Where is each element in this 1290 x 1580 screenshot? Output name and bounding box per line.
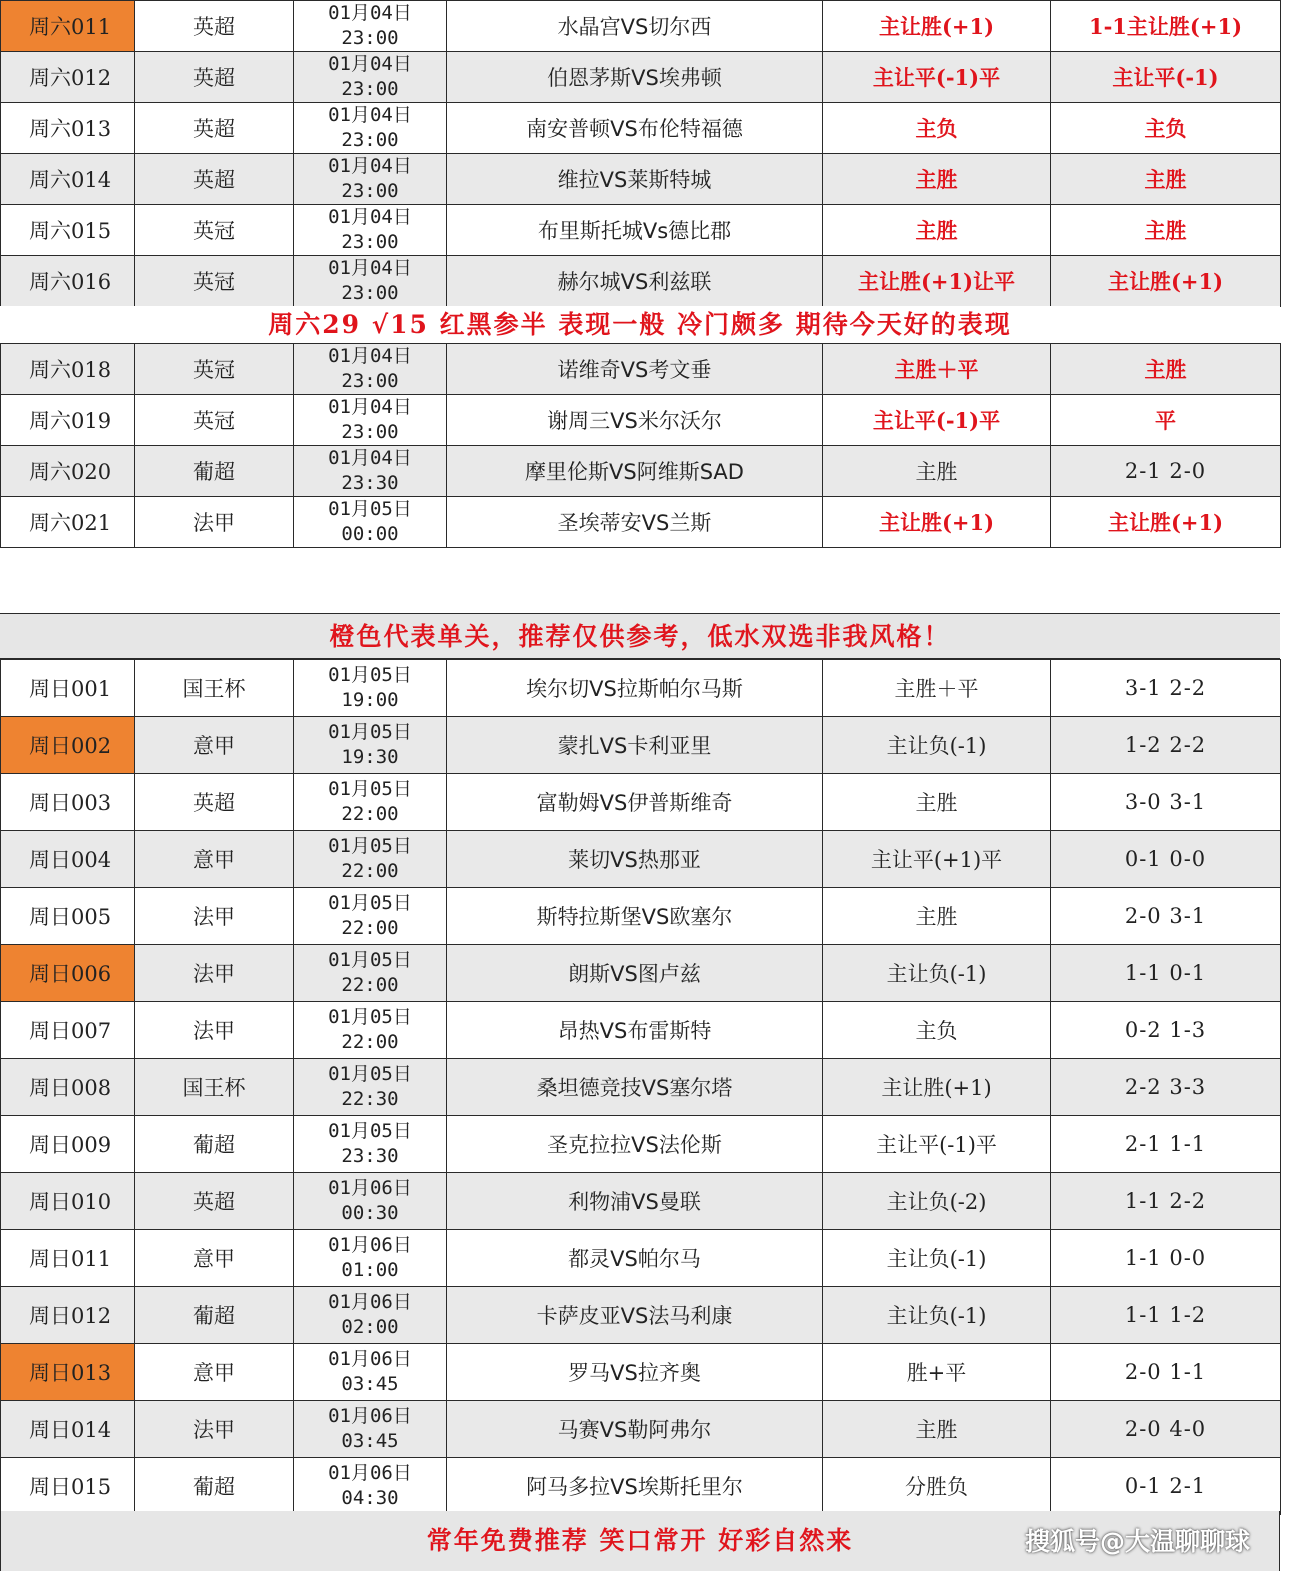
result: 主胜: [1051, 205, 1281, 256]
pick: 胜+平: [823, 1344, 1051, 1401]
table-row: [1, 103, 1281, 154]
kickoff-time: 03:45: [341, 1430, 399, 1452]
kickoff-time: 23:00: [341, 129, 399, 151]
kickoff-date: 01月05日: [328, 721, 412, 743]
kickoff-cell: [294, 774, 447, 831]
league: 法甲: [135, 1401, 294, 1458]
kickoff-cell: [294, 256, 447, 307]
kickoff-date: 01月05日: [328, 778, 412, 800]
kickoff-date: 01月05日: [328, 664, 412, 686]
league: 葡超: [135, 1458, 294, 1515]
kickoff-time: 00:30: [341, 1202, 399, 1224]
result: 2-1 2-0: [1051, 446, 1281, 497]
match-name: 利物浦VS曼联: [447, 1173, 823, 1230]
match-name: 阿马多拉VS埃斯托里尔: [447, 1458, 823, 1515]
pick: 主让平(-1)平: [823, 1116, 1051, 1173]
pick: 主让负(-1): [823, 1230, 1051, 1287]
pick: 主胜＋平: [823, 344, 1051, 395]
pick: 主胜: [823, 774, 1051, 831]
kickoff-date: 01月04日: [328, 257, 412, 279]
table-row: [1, 1059, 1281, 1116]
kickoff-date: 01月04日: [328, 2, 412, 24]
result: 主让胜(+1): [1051, 256, 1281, 307]
match-id: 周六020: [1, 446, 135, 497]
league: 英超: [135, 52, 294, 103]
league: 国王杯: [135, 1059, 294, 1116]
result: 1-1 1-2: [1051, 1287, 1281, 1344]
league: 英超: [135, 1173, 294, 1230]
kickoff-date: 01月04日: [328, 155, 412, 177]
result: 0-1 2-1: [1051, 1458, 1281, 1515]
match-name: 桑坦德竞技VS塞尔塔: [447, 1059, 823, 1116]
result: 2-0 1-1: [1051, 1344, 1281, 1401]
pick: 主让胜(+1)让平: [823, 256, 1051, 307]
kickoff-time: 23:00: [341, 231, 399, 253]
match-id: 周日015: [1, 1458, 135, 1515]
kickoff-date: 01月04日: [328, 396, 412, 418]
match-id: 周六014: [1, 154, 135, 205]
result: 1-1 0-0: [1051, 1230, 1281, 1287]
saturday-table: [0, 0, 1281, 307]
league: 英冠: [135, 256, 294, 307]
pick: 主胜＋平: [823, 660, 1051, 717]
table-row: [1, 660, 1281, 717]
match-name: 伯恩茅斯VS埃弗顿: [447, 52, 823, 103]
table-row: [1, 1458, 1281, 1515]
kickoff-time: 23:00: [341, 282, 399, 304]
kickoff-date: 01月05日: [328, 1063, 412, 1085]
league: 意甲: [135, 1230, 294, 1287]
pick: 主胜: [823, 446, 1051, 497]
league: 英冠: [135, 344, 294, 395]
kickoff-time: 19:00: [341, 689, 399, 711]
kickoff-date: 01月04日: [328, 104, 412, 126]
kickoff-time: 19:30: [341, 746, 399, 768]
match-id: 周日011: [1, 1230, 135, 1287]
kickoff-time: 04:30: [341, 1487, 399, 1509]
league: 法甲: [135, 1002, 294, 1059]
result: 2-0 4-0: [1051, 1401, 1281, 1458]
match-name: 圣埃蒂安VS兰斯: [447, 497, 823, 548]
match-id: 周日003: [1, 774, 135, 831]
table-row: [1, 395, 1281, 446]
match-name: 圣克拉拉VS法伦斯: [447, 1116, 823, 1173]
match-id: 周日009: [1, 1116, 135, 1173]
match-name: 昂热VS布雷斯特: [447, 1002, 823, 1059]
pick: 主胜: [823, 1401, 1051, 1458]
single-note-banner: 橙色代表单关，推荐仅供参考，低水双选非我风格！: [0, 613, 1280, 659]
pick: 主让胜(+1): [823, 1, 1051, 52]
kickoff-time: 00:00: [341, 523, 399, 545]
match-name: 斯特拉斯堡VS欧塞尔: [447, 888, 823, 945]
result: 1-1 0-1: [1051, 945, 1281, 1002]
saturday-table-continued: [0, 343, 1281, 548]
table-row: [1, 446, 1281, 497]
kickoff-cell: [294, 1230, 447, 1287]
kickoff-time: 23:00: [341, 370, 399, 392]
match-name: 赫尔城VS利兹联: [447, 256, 823, 307]
result: 平: [1051, 395, 1281, 446]
kickoff-cell: [294, 497, 447, 548]
kickoff-cell: [294, 888, 447, 945]
kickoff-cell: [294, 52, 447, 103]
table-row: [1, 205, 1281, 256]
match-id: 周日013: [1, 1344, 135, 1401]
kickoff-time: 02:00: [341, 1316, 399, 1338]
kickoff-time: 23:00: [341, 421, 399, 443]
kickoff-date: 01月04日: [328, 206, 412, 228]
pick: 主负: [823, 103, 1051, 154]
pick: 主让负(-1): [823, 945, 1051, 1002]
table-row: [1, 1344, 1281, 1401]
kickoff-date: 01月05日: [328, 498, 412, 520]
kickoff-time: 22:30: [341, 1088, 399, 1110]
table-row: [1, 1287, 1281, 1344]
kickoff-cell: [294, 1116, 447, 1173]
table-row: [1, 497, 1281, 548]
match-name: 谢周三VS米尔沃尔: [447, 395, 823, 446]
match-id: 周日008: [1, 1059, 135, 1116]
table-row: [1, 774, 1281, 831]
kickoff-cell: [294, 205, 447, 256]
kickoff-cell: [294, 660, 447, 717]
table-row: [1, 1401, 1281, 1458]
kickoff-time: 23:30: [341, 472, 399, 494]
table-row: [1, 1173, 1281, 1230]
kickoff-date: 01月05日: [328, 835, 412, 857]
kickoff-date: 01月05日: [328, 949, 412, 971]
kickoff-cell: [294, 1401, 447, 1458]
match-name: 马赛VS勒阿弗尔: [447, 1401, 823, 1458]
result: 2-2 3-3: [1051, 1059, 1281, 1116]
kickoff-time: 23:00: [341, 78, 399, 100]
league: 葡超: [135, 1287, 294, 1344]
kickoff-date: 01月05日: [328, 1006, 412, 1028]
kickoff-cell: [294, 831, 447, 888]
kickoff-cell: [294, 717, 447, 774]
match-id: 周六011: [1, 1, 135, 52]
pick: 主让平(+1)平: [823, 831, 1051, 888]
result: 2-0 3-1: [1051, 888, 1281, 945]
match-id: 周日006: [1, 945, 135, 1002]
result: 主让平(-1): [1051, 52, 1281, 103]
league: 意甲: [135, 1344, 294, 1401]
kickoff-date: 01月06日: [328, 1291, 412, 1313]
kickoff-cell: [294, 1, 447, 52]
kickoff-time: 01:00: [341, 1259, 399, 1281]
pick: 主让平(-1)平: [823, 52, 1051, 103]
sunday-table: [0, 659, 1281, 1515]
match-id: 周日012: [1, 1287, 135, 1344]
pick: 主让负(-1): [823, 717, 1051, 774]
match-name: 莱切VS热那亚: [447, 831, 823, 888]
result: 2-1 1-1: [1051, 1116, 1281, 1173]
pick: 主让胜(+1): [823, 1059, 1051, 1116]
result: 主胜: [1051, 154, 1281, 205]
league: 英超: [135, 774, 294, 831]
table-row: [1, 256, 1281, 307]
table-row: [1, 344, 1281, 395]
result: 1-2 2-2: [1051, 717, 1281, 774]
match-name: 南安普顿VS布伦特福德: [447, 103, 823, 154]
kickoff-time: 22:00: [341, 917, 399, 939]
match-name: 埃尔切VS拉斯帕尔马斯: [447, 660, 823, 717]
kickoff-date: 01月06日: [328, 1462, 412, 1484]
match-id: 周日014: [1, 1401, 135, 1458]
match-id: 周六012: [1, 52, 135, 103]
kickoff-cell: [294, 154, 447, 205]
kickoff-cell: [294, 1173, 447, 1230]
result: 0-2 1-3: [1051, 1002, 1281, 1059]
league: 英冠: [135, 395, 294, 446]
kickoff-cell: [294, 1059, 447, 1116]
match-id: 周六019: [1, 395, 135, 446]
kickoff-cell: [294, 103, 447, 154]
saturday-summary-banner: 周六29 √15 红黑参半 表现一般 冷门颇多 期待今天好的表现: [0, 306, 1280, 343]
league: 英超: [135, 103, 294, 154]
match-id: 周六015: [1, 205, 135, 256]
match-id: 周六013: [1, 103, 135, 154]
match-name: 罗马VS拉齐奥: [447, 1344, 823, 1401]
kickoff-cell: [294, 446, 447, 497]
kickoff-date: 01月05日: [328, 1120, 412, 1142]
kickoff-cell: [294, 945, 447, 1002]
pick: 主胜: [823, 205, 1051, 256]
match-id: 周日010: [1, 1173, 135, 1230]
kickoff-date: 01月06日: [328, 1234, 412, 1256]
table-row: [1, 52, 1281, 103]
table-row: [1, 717, 1281, 774]
match-name: 布里斯托城Vs德比郡: [447, 205, 823, 256]
table-row: [1, 1002, 1281, 1059]
kickoff-time: 22:00: [341, 860, 399, 882]
kickoff-cell: [294, 1344, 447, 1401]
kickoff-cell: [294, 395, 447, 446]
kickoff-cell: [294, 1458, 447, 1515]
result: 主负: [1051, 103, 1281, 154]
watermark-text: 搜狐号@大温聊聊球: [1024, 1527, 1250, 1556]
pick: 分胜负: [823, 1458, 1051, 1515]
league: 英超: [135, 1, 294, 52]
match-id: 周日002: [1, 717, 135, 774]
result: 3-1 2-2: [1051, 660, 1281, 717]
match-id: 周日005: [1, 888, 135, 945]
pick: 主让负(-1): [823, 1287, 1051, 1344]
kickoff-time: 23:30: [341, 1145, 399, 1167]
match-name: 都灵VS帕尔马: [447, 1230, 823, 1287]
league: 葡超: [135, 1116, 294, 1173]
league: 法甲: [135, 888, 294, 945]
table-row: [1, 1230, 1281, 1287]
kickoff-time: 23:00: [341, 27, 399, 49]
table-row: [1, 945, 1281, 1002]
kickoff-time: 03:45: [341, 1373, 399, 1395]
match-name: 维拉VS莱斯特城: [447, 154, 823, 205]
match-name: 朗斯VS图卢兹: [447, 945, 823, 1002]
league: 英冠: [135, 205, 294, 256]
match-id: 周六021: [1, 497, 135, 548]
table-row: [1, 1116, 1281, 1173]
league: 国王杯: [135, 660, 294, 717]
pick: 主胜: [823, 154, 1051, 205]
result: 1-1主让胜(+1): [1051, 1, 1281, 52]
table-row: [1, 154, 1281, 205]
kickoff-cell: [294, 344, 447, 395]
match-name: 摩里伦斯VS阿维斯SAD: [447, 446, 823, 497]
match-id: 周六018: [1, 344, 135, 395]
match-id: 周日004: [1, 831, 135, 888]
league: 意甲: [135, 717, 294, 774]
kickoff-time: 22:00: [341, 1031, 399, 1053]
league: 法甲: [135, 945, 294, 1002]
match-name: 水晶宫VS切尔西: [447, 1, 823, 52]
table-row: [1, 831, 1281, 888]
kickoff-date: 01月06日: [328, 1405, 412, 1427]
match-id: 周六016: [1, 256, 135, 307]
match-name: 富勒姆VS伊普斯维奇: [447, 774, 823, 831]
kickoff-date: 01月06日: [328, 1177, 412, 1199]
pick: 主胜: [823, 888, 1051, 945]
footer-slogan-banner: 常年免费推荐 笑口常开 好彩自然来: [0, 1511, 1280, 1571]
result: 3-0 3-1: [1051, 774, 1281, 831]
pick: 主让平(-1)平: [823, 395, 1051, 446]
kickoff-date: 01月04日: [328, 53, 412, 75]
kickoff-date: 01月05日: [328, 892, 412, 914]
match-id: 周日001: [1, 660, 135, 717]
table-row: [1, 888, 1281, 945]
match-name: 卡萨皮亚VS法马利康: [447, 1287, 823, 1344]
pick: 主让负(-2): [823, 1173, 1051, 1230]
kickoff-time: 22:00: [341, 974, 399, 996]
kickoff-date: 01月04日: [328, 345, 412, 367]
match-name: 诺维奇VS考文垂: [447, 344, 823, 395]
league: 葡超: [135, 446, 294, 497]
kickoff-date: 01月06日: [328, 1348, 412, 1370]
kickoff-time: 23:00: [341, 180, 399, 202]
kickoff-time: 22:00: [341, 803, 399, 825]
kickoff-cell: [294, 1287, 447, 1344]
result: 0-1 0-0: [1051, 831, 1281, 888]
result: 1-1 2-2: [1051, 1173, 1281, 1230]
match-name: 蒙扎VS卡利亚里: [447, 717, 823, 774]
result: 主让胜(+1): [1051, 497, 1281, 548]
pick: 主让胜(+1): [823, 497, 1051, 548]
table-row: [1, 1, 1281, 52]
pick: 主负: [823, 1002, 1051, 1059]
kickoff-cell: [294, 1002, 447, 1059]
result: 主胜: [1051, 344, 1281, 395]
league: 意甲: [135, 831, 294, 888]
kickoff-date: 01月04日: [328, 447, 412, 469]
match-id: 周日007: [1, 1002, 135, 1059]
league: 法甲: [135, 497, 294, 548]
league: 英超: [135, 154, 294, 205]
